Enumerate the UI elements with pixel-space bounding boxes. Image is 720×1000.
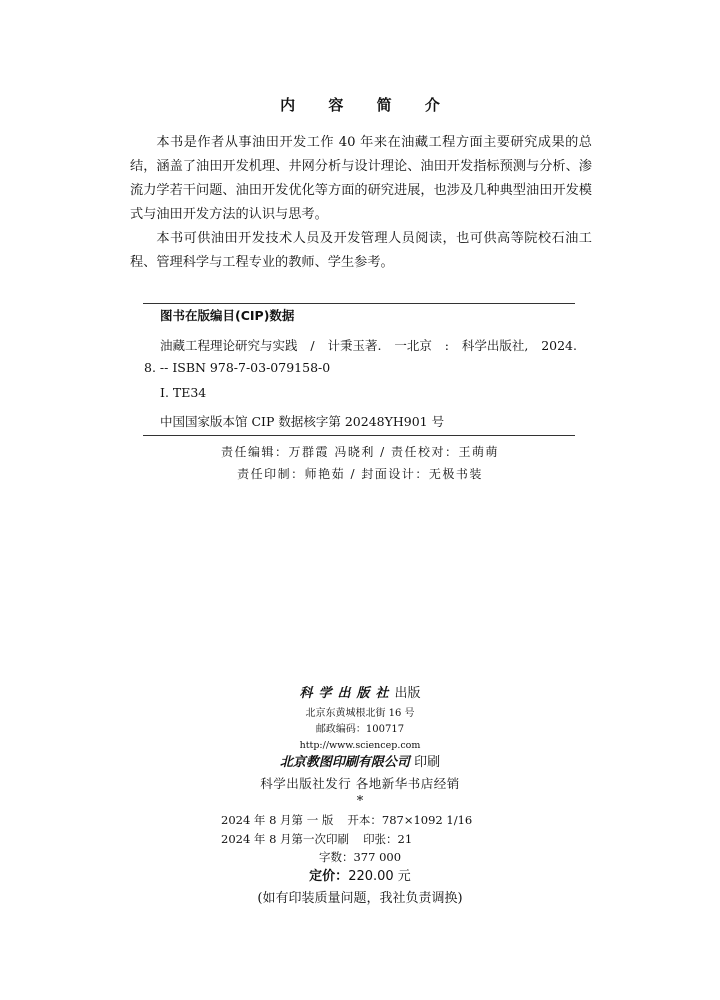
printer-suffix: 印刷 (414, 755, 441, 770)
printer-name: 北京教图印刷有限公司 (279, 755, 410, 770)
cip-line-4: 中国国家版本馆 CIP 数据核字第 20248YH901 号 (160, 414, 445, 429)
intro-paragraph-2 (130, 227, 592, 275)
cip-top-rule (143, 303, 575, 304)
printer-line (0, 753, 720, 773)
cip-separator-colon: : (444, 338, 449, 353)
cip-book-title: 油藏工程理论研究与实践 (160, 338, 298, 353)
print-date: 2024 年 8 月第一次印刷 (221, 832, 350, 846)
cip-separator-slash: / (310, 338, 315, 353)
edition-date: 2024 年 8 月第 一 版 (221, 813, 334, 827)
price-value: 220.00 元 (348, 869, 411, 884)
book-format: 开本：787×1092 1/16 (347, 813, 473, 827)
production-credits: 责任印制：师艳茹 / 封面设计：无极书装 (237, 467, 483, 481)
price-label: 定价： (309, 869, 349, 884)
publisher-name: 科学出版社 (299, 686, 395, 701)
price-line (0, 868, 720, 886)
publisher-address: 北京东黄城根北街 16 号 (305, 708, 415, 719)
publisher-website: http://www.sciencep.com (299, 740, 421, 751)
intro-title: 内 容 简 介 (280, 96, 454, 114)
edition-row (221, 812, 472, 828)
cip-place: 一北京 (394, 338, 432, 353)
cip-author: 计秉玉著. (327, 338, 382, 353)
cip-year: 2024. (541, 338, 577, 353)
distribution-line: 科学出版社发行 各地新华书店经销 (260, 776, 460, 791)
intro-paragraph-1-text: 本书是作者从事油田开发工作 40 年来在油藏工程方面主要研究成果的总结，涵盖了油田开发机理、井网分析与设计理论、油田开发指标预测与分析、渗流力学若干问题、油田开发优化等方面的研究进展，也涉及几种典型油田开发模式与油田开发方法的认识与思考。 (130, 135, 592, 222)
word-count: 字数：377 000 (318, 850, 402, 864)
cip-bottom-rule (143, 435, 575, 436)
cip-publisher: 科学出版社, (461, 338, 529, 353)
cip-heading: 图书在版编目(CIP)数据 (160, 308, 295, 323)
quality-notice: (如有印装质量问题，我社负责调换) (257, 891, 463, 906)
cip-line-3: Ⅰ. TE34 (160, 385, 207, 400)
intro-paragraph-1 (130, 131, 592, 227)
cip-line-2: 8. -- ISBN 978-7-03-079158-0 (144, 360, 331, 375)
colophon-separator: * (356, 794, 364, 809)
publisher-postcode: 邮政编码：100717 (315, 724, 405, 735)
editor-credits: 责任编辑：万群霞 冯晓利 / 责任校对：王萌萌 (221, 445, 499, 459)
publisher-suffix: 出版 (394, 686, 421, 701)
intro-paragraph-2-text: 本书可供油田开发技术人员及开发管理人员阅读，也可供高等院校石油工程、管理科学与工程专业的教师、学生参考。 (130, 231, 592, 270)
publisher-line (0, 684, 720, 704)
cip-line-1 (160, 336, 577, 356)
print-sheets: 印张：21 (363, 832, 413, 846)
printing-row (221, 831, 412, 847)
